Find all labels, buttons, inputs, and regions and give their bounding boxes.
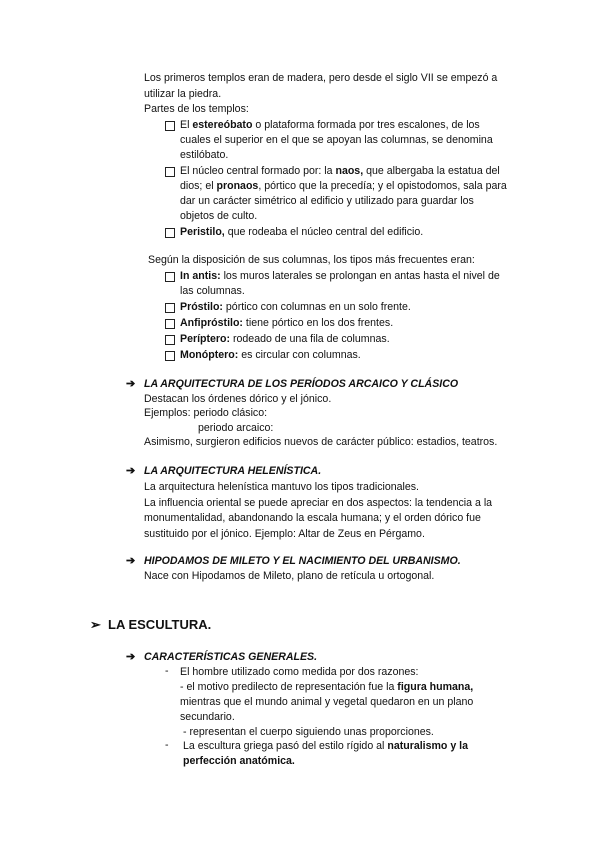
arcaico-l2: Ejemplos: periodo clásico: — [144, 407, 268, 419]
arrow-icon: ➔ — [126, 465, 136, 477]
checkbox-icon — [165, 167, 175, 177]
col-monoptero: Monóptero: es circular con columnas. — [180, 349, 361, 361]
helenistica-l1: La arquitectura helenística mantuvo los tipos tradicionales. — [144, 481, 420, 493]
checkbox-icon — [165, 272, 175, 282]
col-periptero: Períptero: rodeado de una fila de columnas. — [180, 333, 390, 345]
section-caracteristicas-title: CARACTERÍSTICAS GENERALES. — [144, 651, 318, 663]
parte-naos-l3: dar un carácter simétrico al edificio y utilizado para guardar los — [180, 195, 474, 207]
intro-line-2: utilizar la piedra. — [144, 88, 222, 100]
intro-line-1: Los primeros templos eran de madera, pero desde el siglo VII se empezó a — [144, 72, 498, 84]
parte-peristilo: Peristilo, que rodeaba el núcleo central del edificio. — [180, 226, 424, 238]
parte-naos-l2: dios; el pronaos, pórtico que la precedía; y el opistodomos, sala para — [180, 180, 507, 192]
section-hipodamos-title: HIPODAMOS DE MILETO Y EL NACIMIENTO DEL URBANISMO. — [144, 555, 461, 567]
escultura-d1-l3: mientras que el mundo animal y vegetal quedaron en un plano — [180, 696, 474, 708]
parte-estereobato: El estereóbato o plataforma formada por tres escalones, de los — [180, 119, 480, 131]
escultura-d2: La escultura griega pasó del estilo rígido al naturalismo y la — [183, 740, 469, 752]
escultura-d1: El hombre utilizado como medida por dos razones: — [180, 666, 419, 678]
checkbox-icon — [165, 303, 175, 313]
arrow-icon: ➔ — [126, 378, 136, 390]
parte-estereobato-l2: cuales el superior en el que se apoyan las columnas, se denomina — [180, 134, 493, 146]
helenistica-l2: La influencia oriental se puede apreciar en dos aspectos: la tendencia a la — [144, 497, 493, 509]
checkbox-icon — [165, 319, 175, 329]
checkbox-icon — [165, 351, 175, 361]
partes-label: Partes de los templos: — [144, 103, 249, 115]
escultura-d1-l5: - representan el cuerpo siguiendo unas proporciones. — [183, 726, 434, 738]
dash-bullet: - — [165, 739, 169, 751]
col-in-antis-l2: las columnas. — [180, 285, 245, 297]
col-prostilo: Próstilo: pórtico con columnas en un solo frente. — [180, 301, 411, 313]
columnas-intro: Según la disposición de sus columnas, los tipos más frecuentes eran: — [148, 254, 475, 266]
checkbox-icon — [165, 335, 175, 345]
arcaico-l4: Asimismo, surgieron edificios nuevos de carácter público: estadios, teatros. — [144, 436, 498, 448]
escultura-d2-l2: perfección anatómica. — [183, 755, 295, 767]
section-arcaico-title: LA ARQUITECTURA DE LOS PERÍODOS ARCAICO Y CLÁSICO — [144, 378, 459, 390]
parte-estereobato-l3: estilóbato. — [180, 149, 229, 161]
escultura-d1-l2: - el motivo predilecto de representación fue la figura humana, — [180, 681, 474, 693]
triangle-bullet-icon: ➢ — [90, 617, 101, 632]
hipodamos-l1: Nace con Hipodamos de Mileto, plano de retícula u ortogonal. — [144, 570, 435, 582]
parte-naos: El núcleo central formado por: la naos, que albergaba la estatua del — [180, 165, 500, 177]
col-anfiprostilo: Anfipróstilo: tiene pórtico en los dos frentes. — [180, 317, 394, 329]
checkbox-icon — [165, 121, 175, 131]
arcaico-l1: Destacan los órdenes dórico y el jónico. — [144, 393, 332, 405]
helenistica-l4: sustituido por el jónico. Ejemplo: Altar de Zeus en Pérgamo. — [144, 528, 425, 540]
parte-naos-l4: objetos de culto. — [180, 210, 258, 222]
escultura-d1-l4: secundario. — [180, 711, 235, 723]
arrow-icon: ➔ — [126, 651, 136, 663]
dash-bullet: - — [165, 665, 169, 677]
helenistica-l3: monumentalidad, abandonando la escala humana; y el orden dórico fue — [144, 512, 481, 524]
arrow-icon: ➔ — [126, 555, 136, 567]
arcaico-l3: periodo arcaico: — [198, 422, 274, 434]
heading-escultura: LA ESCULTURA. — [108, 617, 212, 632]
checkbox-icon — [165, 228, 175, 238]
col-in-antis: In antis: los muros laterales se prolongan en antas hasta el nivel de — [180, 270, 500, 282]
section-helenistica-title: LA ARQUITECTURA HELENÍSTICA. — [144, 465, 322, 477]
